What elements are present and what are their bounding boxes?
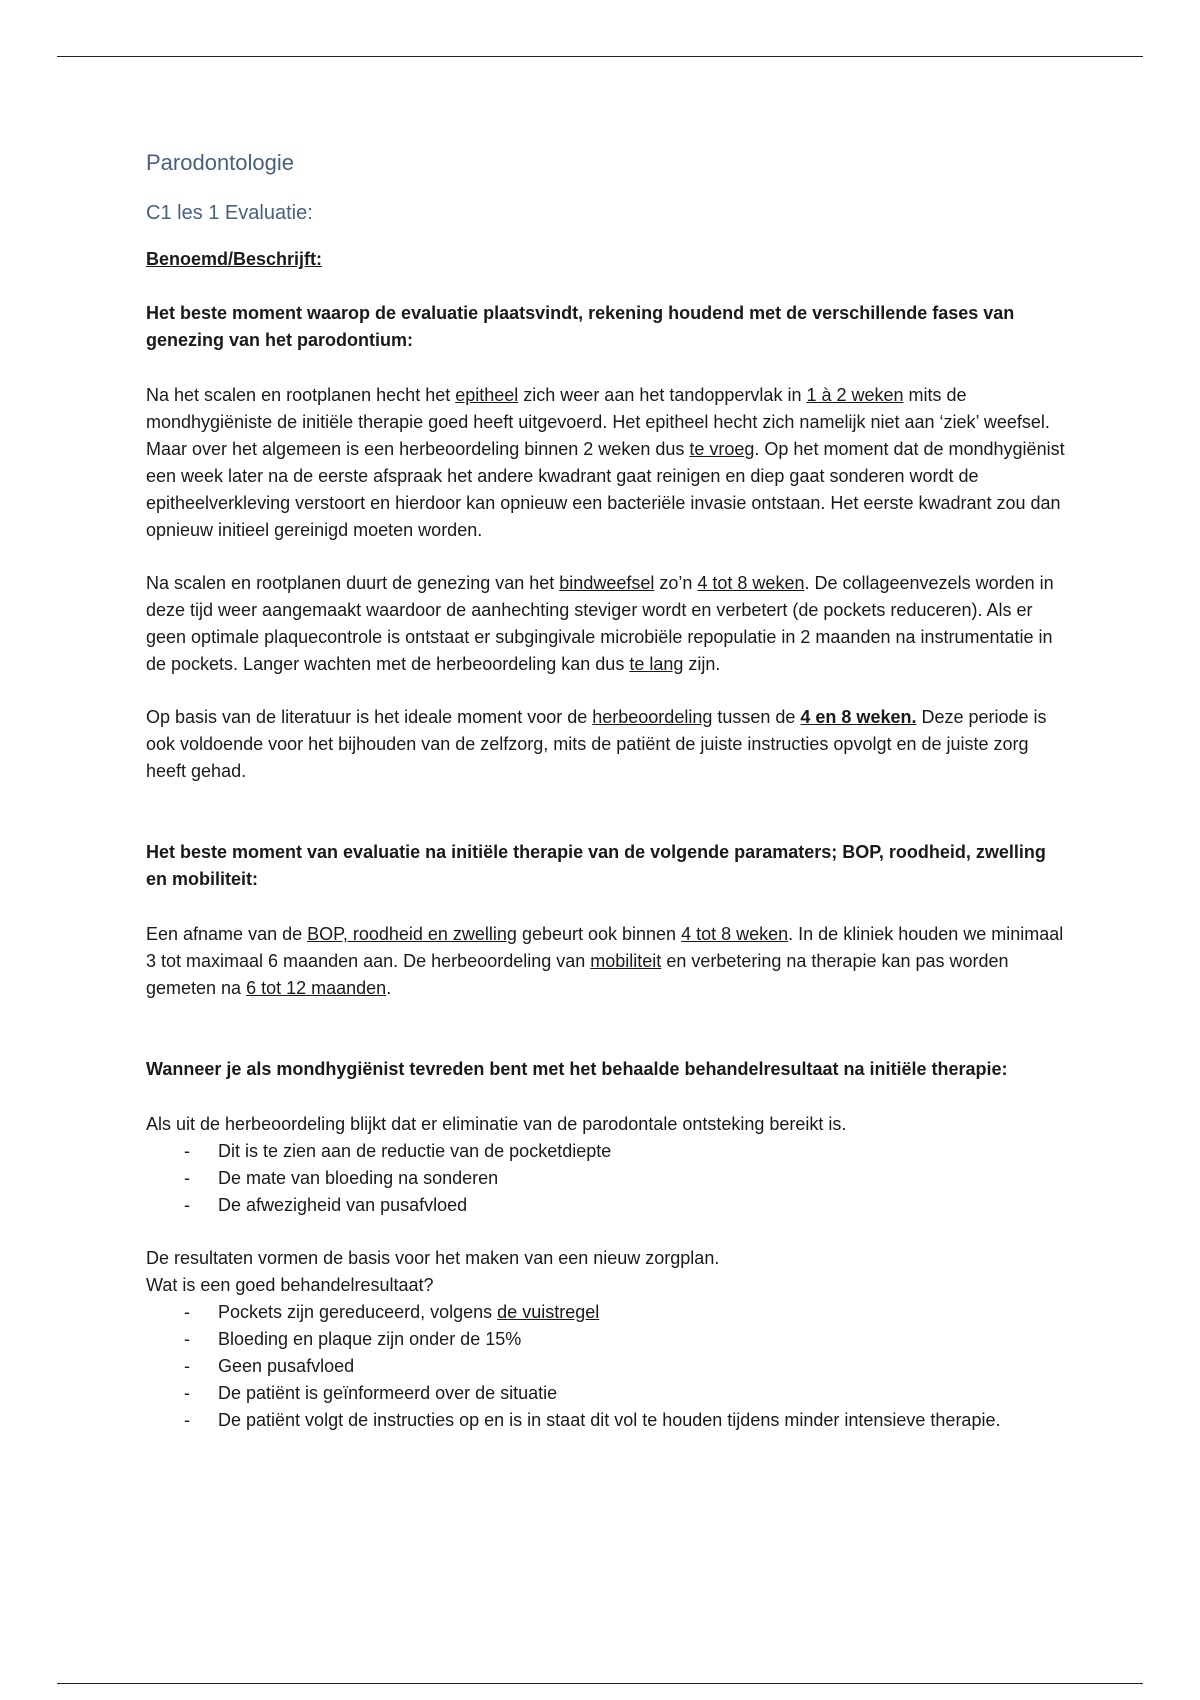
underlined-term: BOP, roodheid en zwelling <box>307 924 517 944</box>
underlined-bold-term: 4 en 8 weken. <box>800 707 917 727</box>
result-list <box>146 1299 1066 1434</box>
paragraph-bindweefsel: Na scalen en rootplanen duurt de genezing van het bindweefsel zo’n 4 tot 8 weken. De collageenvezels worden in deze tijd weer aangemaakt waardoor de aanhechting steviger wordt en verbetert (de pockets reduceren). Als er geen optimale plaquecontrole is ontstaat er subgingivale microbiële repopulatie in 2 maanden na instrumentatie in de pockets. Langer wachten met de herbeoordeling kan dus te lang zijn. <box>146 573 1054 674</box>
underlined-term: epitheel <box>455 385 519 405</box>
list-item: - De afwezigheid van pusafvloed <box>146 1192 1066 1219</box>
underlined-term: 4 tot 8 weken <box>697 573 805 593</box>
paragraph-parameters: Een afname van de BOP, roodheid en zwelling gebeurt ook binnen 4 tot 8 weken. In de kliniek houden we minimaal 3 tot maximaal 6 maanden aan. De herbeoordeling van mobiliteit en verbetering na therapie kan pas worden gemeten na 6 tot 12 maanden. <box>146 924 1064 998</box>
underlined-term: de vuistregel <box>497 1302 600 1322</box>
list-item: - Geen pusafvloed <box>146 1353 1066 1380</box>
list-item: - De patiënt is geïnformeerd over de situatie <box>146 1380 1066 1407</box>
underlined-term: bindweefsel <box>559 573 655 593</box>
spacer <box>146 811 1066 839</box>
document-title: Parodontologie <box>146 150 295 175</box>
underlined-term: herbeoordeling <box>592 707 713 727</box>
underlined-term: 4 tot 8 weken <box>681 924 789 944</box>
underlined-term: 6 tot 12 maanden <box>246 978 387 998</box>
document-subtitle: C1 les 1 Evaluatie: <box>146 202 313 224</box>
list-item: - Dit is te zien aan de reductie van de pocketdiepte <box>146 1138 1066 1165</box>
footer-rule <box>57 1683 1143 1684</box>
paragraph-epitheel: Na het scalen en rootplanen hecht het epitheel zich weer aan het tandoppervlak in 1 à 2 weken mits de mondhygiëniste de initiële therapie goed heeft uitgevoerd. Het epitheel hecht zich namelijk niet aan ‘ziek’ weefsel. Maar over het algemeen is een herbeoordeling binnen 2 weken dus te vroeg. Op het moment dat de mondhygiënist een week later na de eerste afspraak het andere kwadrant gaat reinigen en diep gaat sonderen wordt de epitheelverkleving verstoort en hierdoor kan opnieuw een bacteriële invasie ontstaan. Het eerste kwadrant zou dan opnieuw initieel gereinigd moeten worden. <box>146 385 1065 540</box>
document-body <box>146 150 1066 1460</box>
header-rule <box>57 56 1143 57</box>
spacer <box>146 1028 1066 1056</box>
section-label: Benoemd/Beschrijft: <box>146 249 323 269</box>
underlined-term: mobiliteit <box>590 951 662 971</box>
underlined-term: 1 à 2 weken <box>806 385 904 405</box>
criteria-list <box>146 1138 1066 1219</box>
paragraph-zorgplan: De resultaten vormen de basis voor het maken van een nieuw zorgplan. <box>146 1248 720 1268</box>
list-item: - Pockets zijn gereduceerd, volgens de vuistregel <box>146 1299 1066 1326</box>
underlined-term: te lang <box>629 654 684 674</box>
list-item: - Bloeding en plaque zijn onder de 15% <box>146 1326 1066 1353</box>
underlined-term: te vroeg <box>689 439 755 459</box>
question-heading-3: Wanneer je als mondhygiënist tevreden bent met het behaalde behandelresultaat na initiële therapie: <box>146 1059 1008 1079</box>
paragraph-question: Wat is een goed behandelresultaat? <box>146 1275 434 1295</box>
list-item: - De mate van bloeding na sonderen <box>146 1165 1066 1192</box>
list-item: - De patiënt volgt de instructies op en is in staat dit vol te houden tijdens minder intensieve therapie. <box>146 1407 1066 1434</box>
paragraph-literatuur: Op basis van de literatuur is het ideale moment voor de herbeoordeling tussen de 4 en 8 weken. Deze periode is ook voldoende voor het bijhouden van de zelfzorg, mits de patiënt de juiste instructies opvolgt en de juiste zorg heeft gehad. <box>146 707 1047 781</box>
paragraph-intro: Als uit de herbeoordeling blijkt dat er eliminatie van de parodontale ontsteking bereikt is. <box>146 1114 847 1134</box>
question-heading-1: Het beste moment waarop de evaluatie plaatsvindt, rekening houdend met de verschillende fases van genezing van het parodontium: <box>146 303 1015 350</box>
question-heading-2: Het beste moment van evaluatie na initiële therapie van de volgende paramaters; BOP, roodheid, zwelling en mobiliteit: <box>146 842 1046 889</box>
